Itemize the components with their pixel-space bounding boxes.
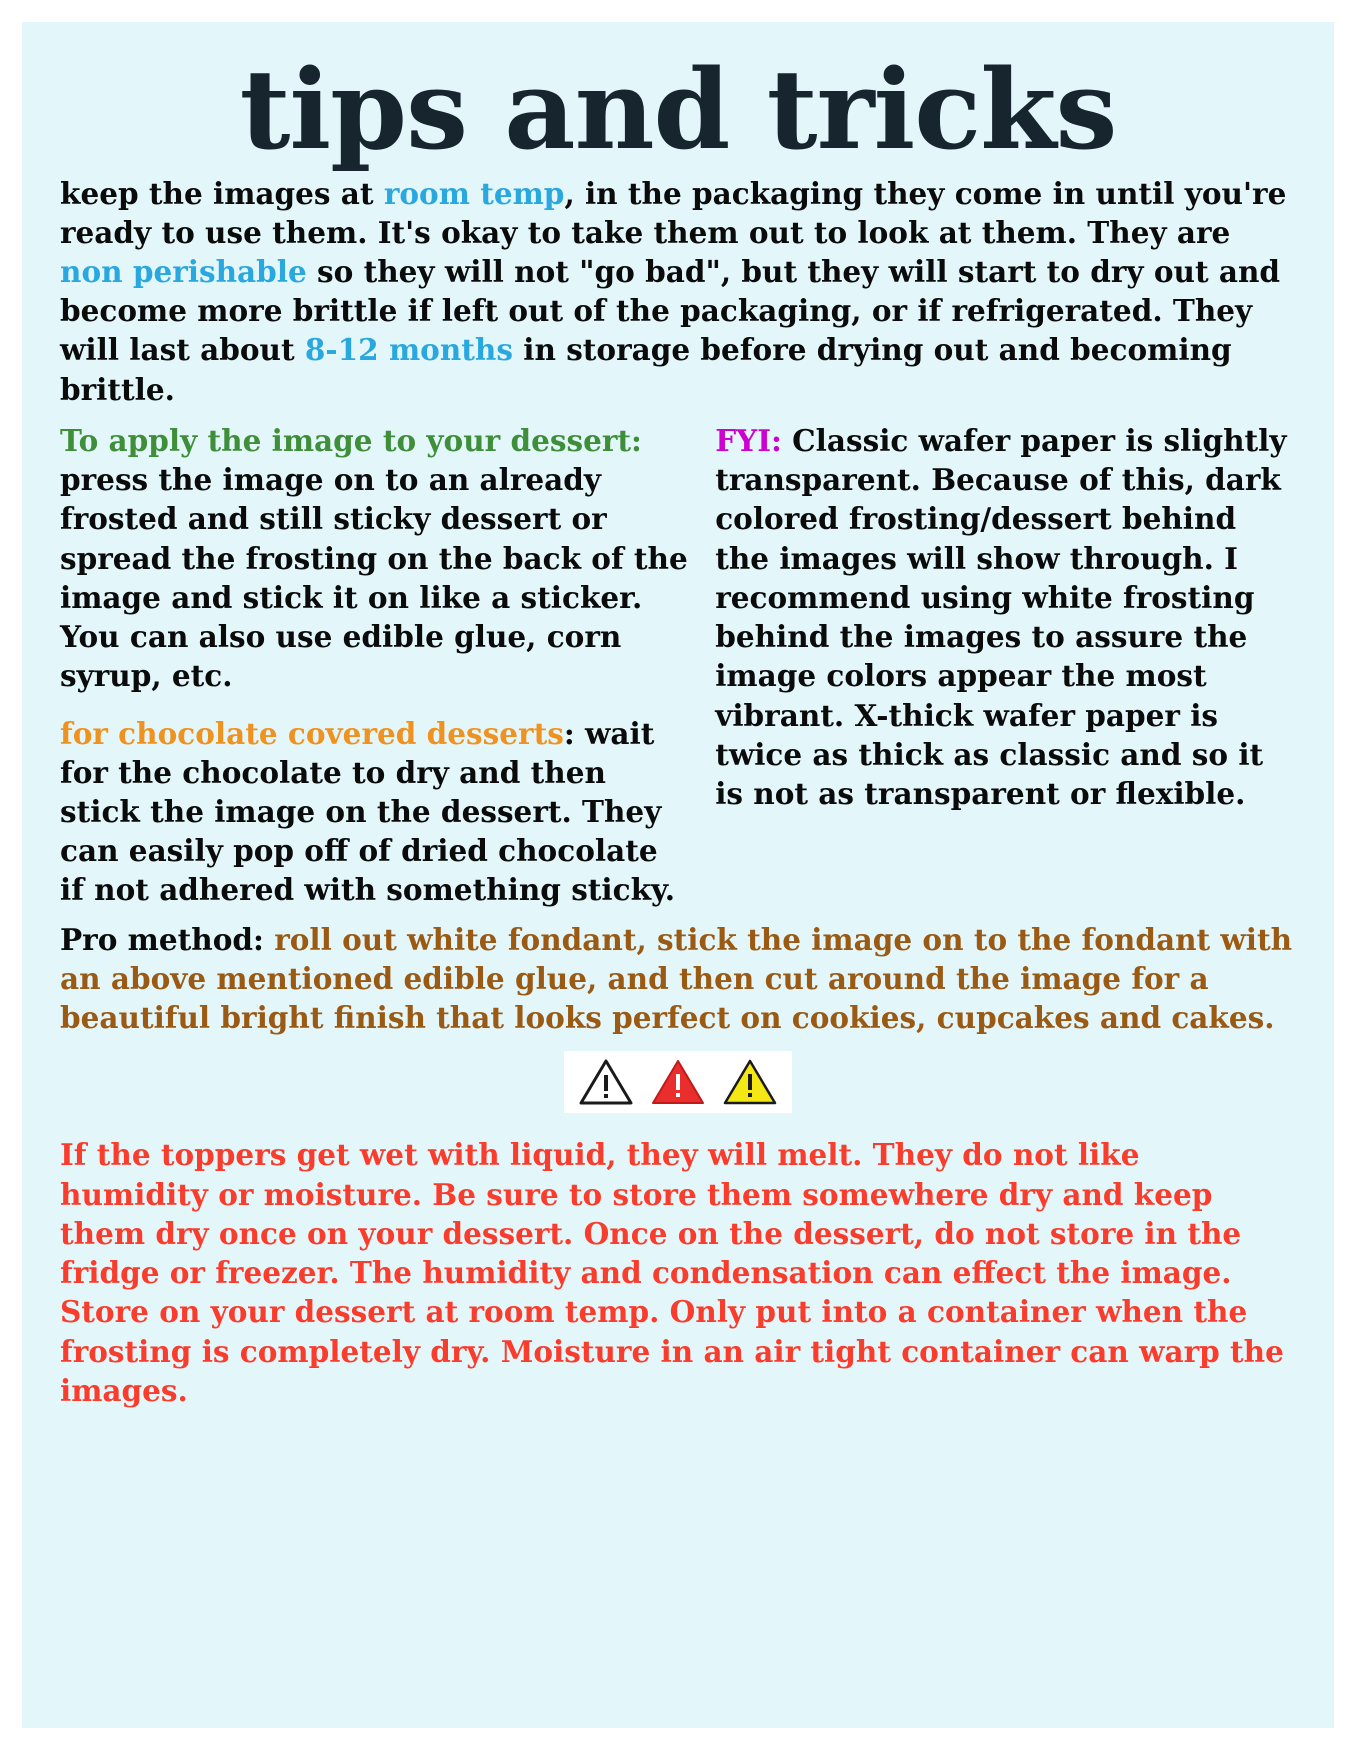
right-column [715, 421, 1296, 813]
left-column [60, 421, 689, 910]
warning-icon-group [564, 1051, 792, 1113]
info-sheet [22, 22, 1334, 1728]
moisture-warning-section [60, 1135, 1296, 1410]
fyi-body: Classic wafer paper is slightly transparent. Because of this, dark colored frosting/dessert behind the images will show through. I recommend using white frosting behind the images to assure the image colors appear the most vibrant. X-thick wafer paper is twice as thick as classic and so it is not as transparent or flexible. [715, 422, 1287, 812]
pro-method-body: roll out white fondant, stick the image on to the fondant with an above mentioned edible glue, and then cut around the image for a beautiful bright finish that looks perfect on cookies, cupcakes and cakes. [60, 921, 1293, 1036]
warning-triangle-yellow-icon [722, 1057, 778, 1107]
chocolate-heading: for chocolate covered desserts [60, 715, 564, 751]
apply-heading: To apply the image to your dessert: [60, 422, 642, 458]
highlight-duration: 8-12 months [304, 332, 513, 368]
highlight-room-temp: room temp [383, 175, 565, 211]
pro-method-paragraph [60, 920, 1296, 1038]
chocolate-paragraph [60, 714, 689, 910]
apply-paragraph [60, 421, 689, 696]
warning-icons-row [60, 1051, 1296, 1113]
two-column-section [60, 421, 1296, 910]
intro-text-2: , in the packaging they come in until you're ready to use them. It's okay to take them out to look at them. They are [60, 175, 1287, 250]
highlight-non-perishable: non perishable [60, 253, 307, 289]
chocolate-colon: : [563, 715, 575, 751]
chocolate-body: wait for the chocolate to dry and then stick the image on the dessert. They can easily pop off of dried chocolate if not adhered with something sticky. [60, 715, 676, 908]
apply-body: press the image on to an already frosted and still sticky dessert or spread the frosting on the back of the image and stick it on like a sticker. You can also use edible glue, corn syrup, etc. [60, 462, 688, 694]
intro-text-1: keep the images at [60, 175, 384, 211]
warning-triangle-outline-icon [578, 1057, 634, 1107]
pro-method-label: Pro method: [60, 921, 264, 957]
intro-text-4: in storage before drying out and becoming brittle. [60, 332, 1232, 407]
moisture-warning-text: If the toppers get wet with liquid, they will melt. They do not like humidity or moisture. Be sure to store them somewhere dry and keep them dry once on your dessert. Once on the dessert, do not store in the fridge or freezer. The humidity and condensation can effect the image. Store on your dessert at room temp. Only put into a container when the frosting is completely dry. Moisture in an air tight container can warp the images. [60, 1137, 1284, 1408]
fyi-label: FYI: [715, 422, 782, 458]
page-title: tips and tricks [239, 45, 1117, 174]
intro-text-3: so they will not "go bad", but they will start to dry out and become more brittle if left out of the packaging, or if refrigerated. They will last about [60, 253, 1281, 368]
fyi-paragraph [715, 421, 1296, 813]
warning-triangle-red-icon [650, 1057, 706, 1107]
intro-paragraph [60, 174, 1296, 409]
